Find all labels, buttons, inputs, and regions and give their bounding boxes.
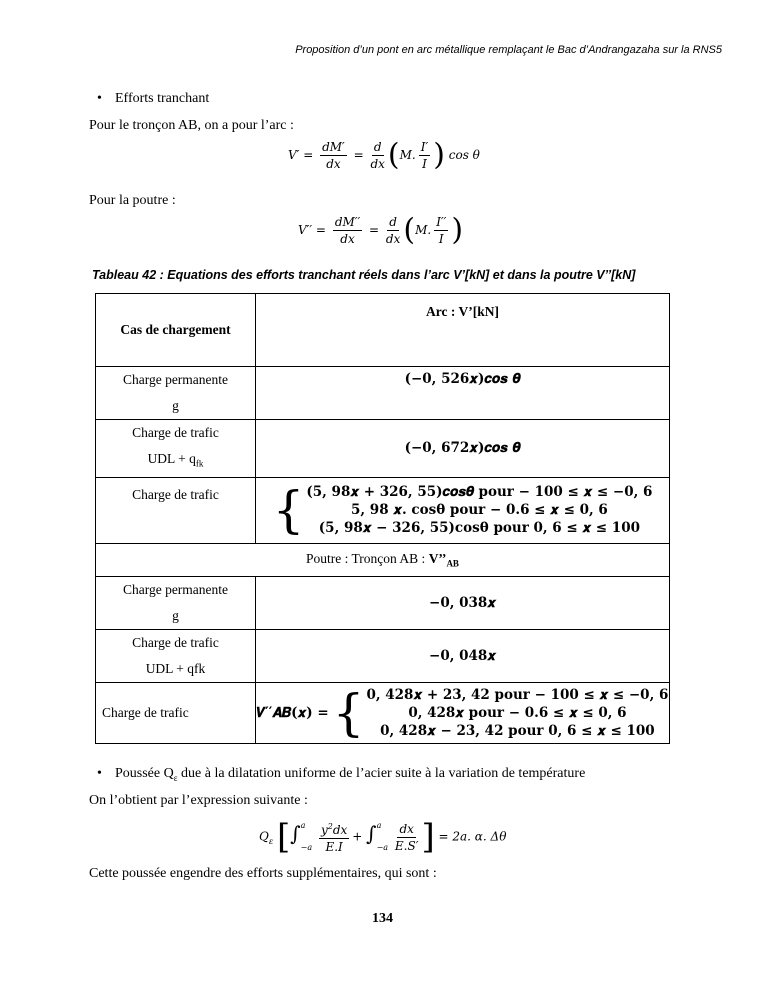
table-row <box>96 682 670 743</box>
row-formula: (−0, 526𝒙)𝒄𝒐𝒔 𝜽 <box>256 367 670 420</box>
paragraph-arc-intro: Pour le tronçon AB, on a pour l’arc : <box>89 118 294 133</box>
table-row <box>96 420 670 478</box>
system-line: 0, 428𝒙 pour − 0.6 ≤ 𝒙 ≤ 0, 6 <box>408 704 627 721</box>
page-number: 134 <box>372 911 393 926</box>
bullet-poussee: • Poussée $Q_\varepsilon$ due à la dilatation uniforme de l’acier suite à la variation de température <box>97 766 586 783</box>
header-cas-de-chargement: Cas de chargement <box>96 294 256 367</box>
brace-symbol: { <box>332 683 365 742</box>
system-prefix: 𝑽′′𝑨𝑩(𝒙) = <box>256 704 329 721</box>
shear-equations-table <box>95 293 670 744</box>
row-label: Charge permanente g <box>96 367 256 420</box>
running-header: Proposition d’un pont en arc métallique remplaçant le Bac d’Andrangazaha sur la RNS5 <box>295 44 722 56</box>
bullet-icon: • <box>97 91 102 106</box>
row-formula-system <box>256 682 670 743</box>
table-row <box>96 477 670 543</box>
equation-arc-shear: V′ = $\frac{dM'}{dx}$ = $\frac{d}{dx}$ (M. $\frac{I'}{I}$ ) cos θ <box>288 137 480 173</box>
row-formula: (−0, 672𝒙)𝒄𝒐𝒔 𝜽 <box>256 420 670 478</box>
table-caption: Tableau 42 : Equations des efforts tranchant réels dans l’arc V’[kN] et dans la poutre V’’[kN] <box>92 268 636 282</box>
paragraph-poutre-intro: Pour la poutre : <box>89 193 176 208</box>
row-formula: −0, 048𝒙 <box>256 629 670 682</box>
row-label: Charge de trafic <box>96 682 256 743</box>
header-arc: Arc : V’[kN] <box>256 294 670 367</box>
table-row <box>96 629 670 682</box>
equation-poutre-shear: V′′ = $\frac{dM''}{dx}$ = $\frac{d}{dx}$ (M. $\frac{I''}{I}$ ) <box>298 212 464 248</box>
brace-symbol: { <box>272 481 305 540</box>
table-row <box>96 576 670 629</box>
bullet-icon: • <box>97 766 102 781</box>
row-label: Charge de trafic <box>96 477 256 543</box>
bullet-text: Efforts tranchant <box>115 91 210 106</box>
row-label: Charge permanente g <box>96 576 256 629</box>
bullet-efforts-tranchant <box>97 91 210 107</box>
system-line: 5, 98 𝒙. cosθ pour − 0.6 ≤ 𝒙 ≤ 0, 6 <box>351 502 608 519</box>
system-line: 0, 428𝒙 − 23, 42 pour 0, 6 ≤ 𝒙 ≤ 100 <box>380 722 655 739</box>
equation-thrust: $Q_\varepsilon$ [∫ a −a $\frac{y^2dx}{E.I}$ + ∫ a −a $\frac{dx}{E.S'}$ ] = 2a. α. Δθ <box>259 817 507 857</box>
paragraph-after: Cette poussée engendre des efforts supplémentaires, qui sont : <box>89 866 437 881</box>
row-formula: −0, 038𝒙 <box>256 576 670 629</box>
table-row <box>96 367 670 420</box>
system-line: 0, 428𝒙 + 23, 42 pour − 100 ≤ 𝒙 ≤ −0, 6 <box>366 686 669 703</box>
paragraph-expression-intro: On l’obtient par l’expression suivante : <box>89 793 308 808</box>
poutre-section-title: Poutre : Tronçon AB : $V’’_{AB}$ <box>96 543 670 576</box>
system-line: (5, 98𝒙 + 326, 55)𝒄𝒐𝒔𝜽 pour − 100 ≤ 𝒙 ≤ −0, 6 <box>306 484 653 501</box>
system-line: (5, 98𝒙 − 326, 55)cosθ pour 0, 6 ≤ 𝒙 ≤ 100 <box>318 520 640 537</box>
row-label: Charge de trafic UDL + $q_{fk}$ <box>96 420 256 478</box>
table-header-row <box>96 294 670 367</box>
table-section-row <box>96 543 670 576</box>
row-formula-system <box>256 477 670 543</box>
row-label: Charge de trafic UDL + qfk <box>96 629 256 682</box>
